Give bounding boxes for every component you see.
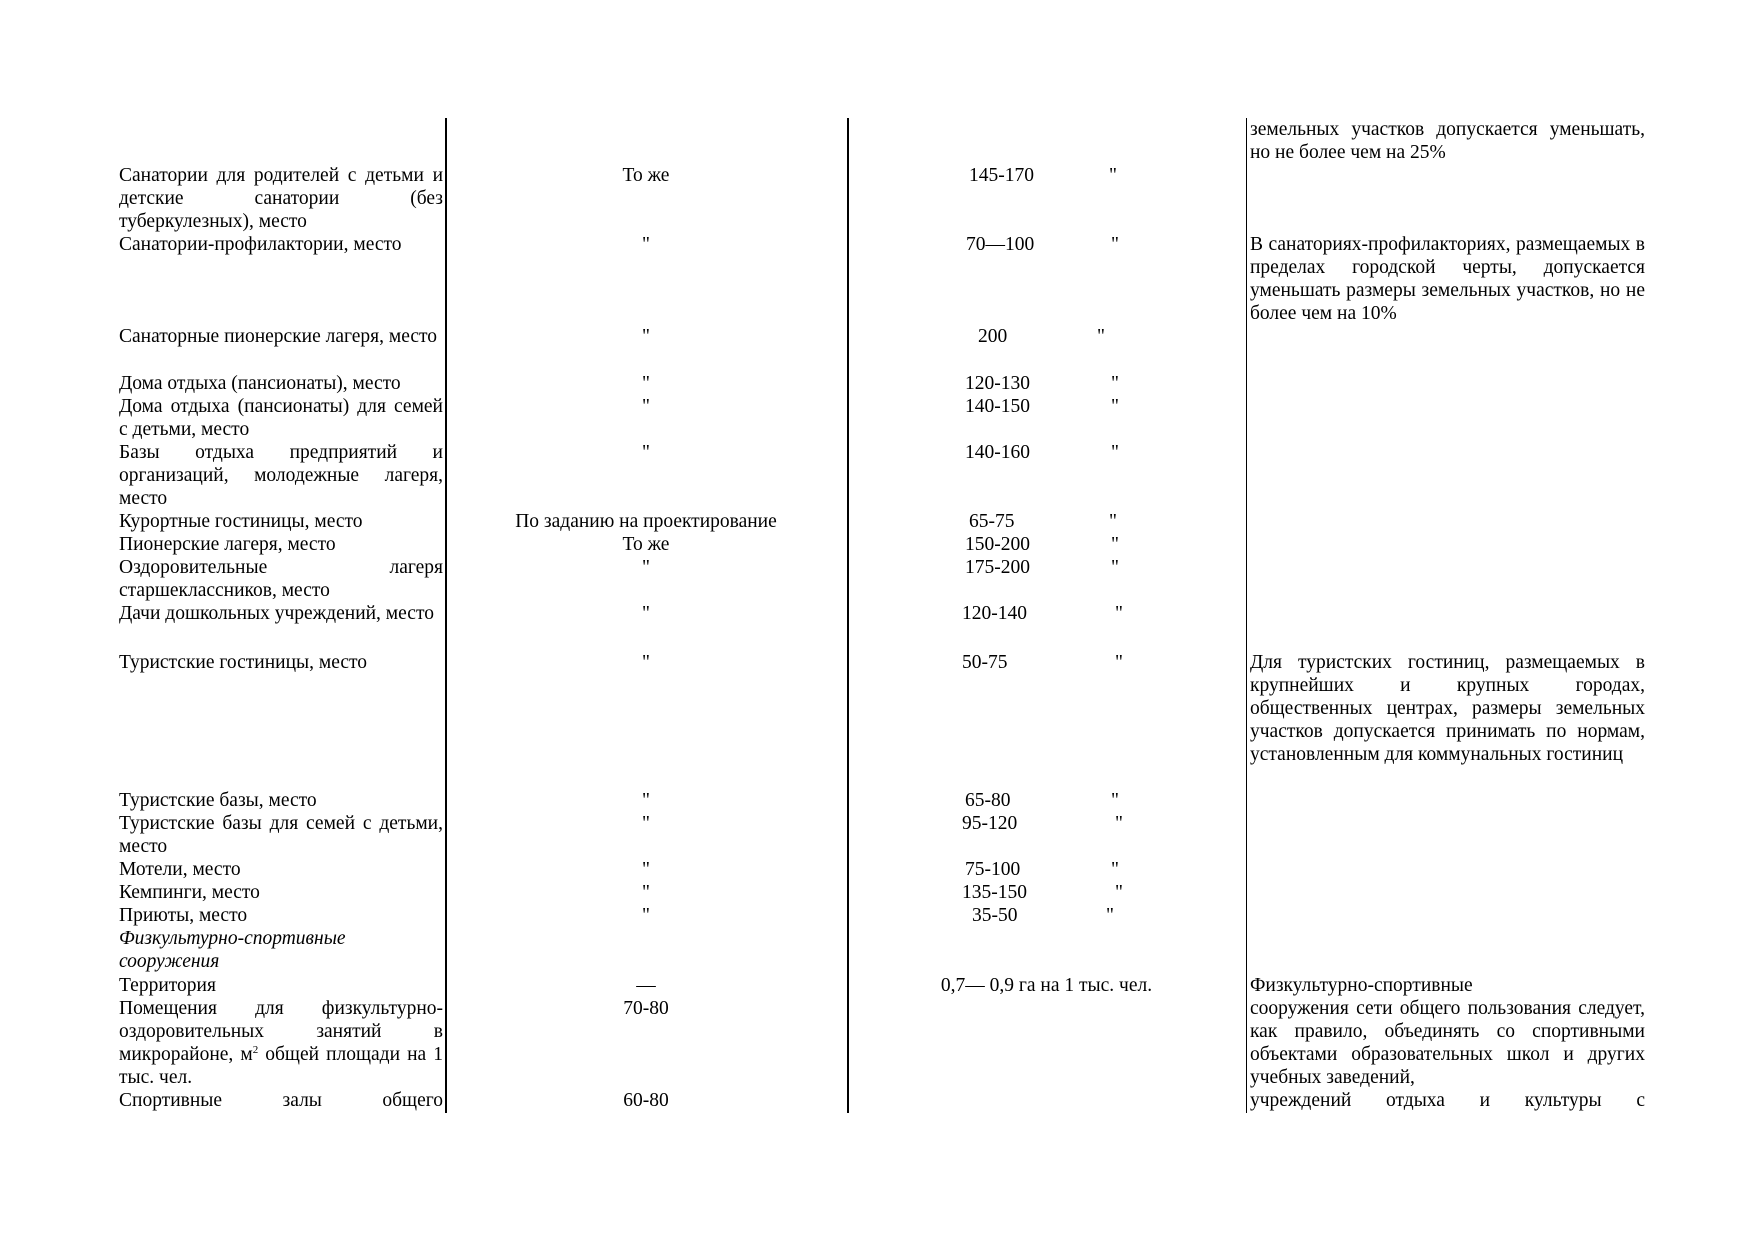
row-norm: 200 [978,326,1008,347]
row-basis: " [642,326,650,347]
note-top: земельных участков допускается уменьшать, но не более чем на 25% [1250,119,1645,163]
row-norm: 35-50 [972,905,1018,926]
row-norm: 135-150 [962,882,1027,903]
section-heading: Физкультурно-спортивные сооружения [119,928,346,972]
row-basis: " [642,373,650,394]
row-norm: 95-120 [962,813,1018,834]
territory-norm: 0,7— 0,9 га на 1 тыс. чел. [940,975,1153,996]
note-sport-heading: Физкультурно-спортивные [1250,975,1473,996]
row-name: Дачи дошкольных учреждений, место [119,603,434,624]
row-unit: " [1115,882,1123,903]
row-name: Санатории для родителей с детьми и детские санатории (без туберкулезных), место [119,165,443,232]
row-norm: 140-160 [965,442,1030,463]
row-name: Приюты, место [119,905,248,926]
row-unit: " [1115,813,1123,834]
row-norm: 145-170 [969,165,1034,186]
row-basis: " [642,882,650,903]
row-name: Дома отдыха (пансионаты), место [119,373,401,394]
row-name: Мотели, место [119,859,241,880]
row-name: Туристские базы для семей с детьми, место [119,813,443,857]
row-unit: " [1109,165,1117,186]
row-basis: " [642,652,650,673]
row-unit: " [1111,790,1119,811]
row-norm: 140-150 [965,396,1030,417]
row-norm: 150-200 [965,534,1030,555]
row-unit: " [1111,396,1119,417]
rooms-name-part2: общей площади на 1 тыс. чел. [119,1044,443,1088]
row-basis: " [642,557,650,578]
row-unit: " [1111,557,1119,578]
territory-name: Территория [119,975,216,996]
row-basis: По заданию на проектирование [515,511,777,532]
row-basis: " [642,396,650,417]
row-unit: " [1106,905,1114,926]
row-norm: 65-80 [965,790,1011,811]
row-basis: " [642,234,650,255]
row-unit: " [1111,442,1119,463]
row-name: Курортные гостиницы, место [119,511,363,532]
row-unit: " [1115,652,1123,673]
row-unit: " [1097,326,1105,347]
row-name: Туристские базы, место [119,790,317,811]
row-name-line2: старшеклассников, место [119,580,330,601]
row-name: Туристские гостиницы, место [119,652,368,673]
row-basis: " [642,859,650,880]
row-name-word: лагеря [389,557,443,578]
row-name: Кемпинги, место [119,882,260,903]
territory-basis: — [636,975,656,996]
note-profilactoria: В санаториях-профилакториях, размещаемых в пределах городской черты, допускается уменьшать размеры земельных участков, но не более чем на 10% [1250,234,1645,324]
column-divider-2 [847,118,849,1113]
row-basis: " [642,790,650,811]
row-basis: То же [622,165,670,186]
row-name: Санатории-профилактории, место [119,234,402,255]
row-unit: " [1111,373,1119,394]
halls-name: Спортивные залы общего [119,1090,443,1111]
halls-basis: 60-80 [623,1090,669,1111]
row-basis: " [642,905,650,926]
row-name-word: Оздоровительные [119,557,268,578]
row-norm: 65-75 [969,511,1015,532]
row-unit: " [1111,859,1119,880]
column-divider-3 [1246,118,1247,1113]
row-unit: " [1109,511,1117,532]
rooms-name-superscript: 2 [252,1044,259,1056]
row-norm: 175-200 [965,557,1030,578]
row-norm: 120-140 [962,603,1027,624]
row-basis: " [642,442,650,463]
row-unit: " [1115,603,1123,624]
row-name-line1 [119,556,443,579]
row-norm: 75-100 [965,859,1021,880]
row-basis: " [642,813,650,834]
row-norm: 70—100 [966,234,1035,255]
rooms-name [119,997,443,1089]
row-norm: 50-75 [962,652,1008,673]
row-name: Санаторные пионерские лагеря, место [119,326,438,347]
row-name: Пионерские лагеря, место [119,534,336,555]
note-sport-body: сооружения сети общего пользования следует, как правило, объединять со спортивными объектами образовательных школ и других учебных заведений, [1250,998,1645,1088]
row-norm: 120-130 [965,373,1030,394]
row-name: Базы отдыха предприятий и организаций, молодежные лагеря, место [119,442,443,509]
note-sport-continued: учреждений отдыха и культуры с [1250,1090,1645,1111]
row-unit: " [1111,234,1119,255]
note-tourist-hotels: Для туристских гостиниц, размещаемых в крупнейших и крупных городах, общественных центрах, размеры земельных участков допускается принимать по нормам, установленным для коммунальных гостиниц [1250,652,1645,765]
row-basis: То же [622,534,670,555]
rooms-basis: 70-80 [623,998,669,1019]
row-basis: " [642,603,650,624]
rooms-name-part1: Помещения для физкультурно-оздоровительных занятий в микрорайоне, м [119,998,443,1065]
row-name: Дома отдыха (пансионаты) для семей с детьми, место [119,396,443,440]
row-unit: " [1111,534,1119,555]
